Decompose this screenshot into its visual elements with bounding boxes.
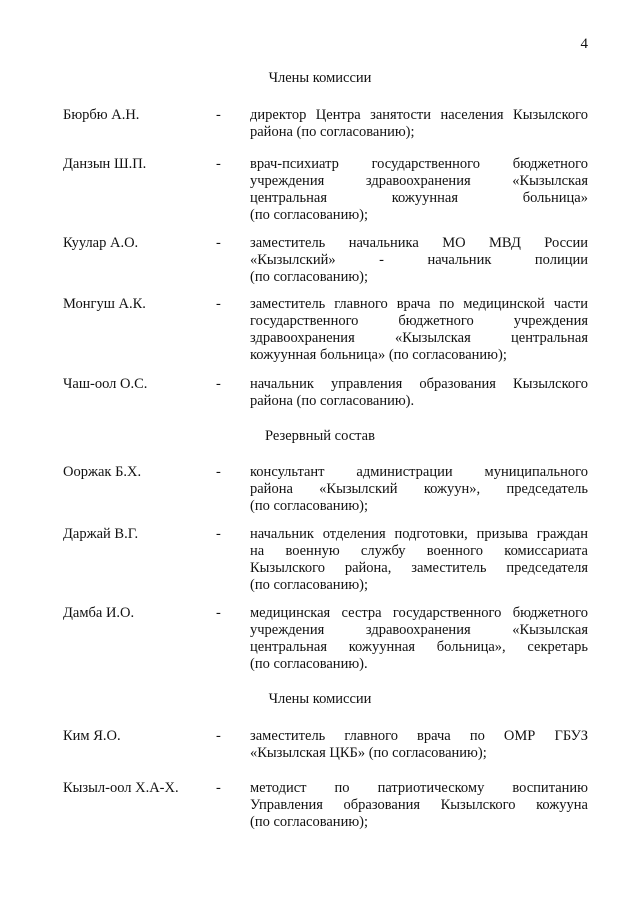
description-line: (по согласованию); xyxy=(250,207,369,223)
member-description xyxy=(250,780,588,831)
description-line: государственного бюджетного учреждения xyxy=(250,313,588,329)
description-line: района «Кызылский кожуун», председатель xyxy=(250,481,588,497)
description-line: заместитель главного врача по медицинской части xyxy=(250,296,588,312)
member-name: Даржай В.Г. xyxy=(63,526,139,542)
description-line: начальник отделения подготовки, призыва граждан xyxy=(250,526,588,542)
description-line: (по согласованию). xyxy=(250,656,368,672)
section-title-members-2 xyxy=(0,691,640,708)
description-line: (по согласованию); xyxy=(250,269,369,285)
member-description xyxy=(250,464,588,515)
description-line: Управления образования Кызылского кожууна xyxy=(250,797,588,813)
description-line: Кызылского района, заместитель председателя xyxy=(250,560,588,576)
description-line: района (по согласованию). xyxy=(250,393,415,409)
dash-separator: - xyxy=(216,107,221,123)
member-description xyxy=(250,107,588,141)
member-name: Бюрбю А.Н. xyxy=(63,107,140,123)
description-line: учреждения здравоохранения «Кызылская xyxy=(250,622,588,638)
description-line: консультант администрации муниципального xyxy=(250,464,588,480)
dash-separator: - xyxy=(216,235,221,251)
description-line: центральная кожуунная больница», секретарь xyxy=(250,639,588,655)
description-line: директор Центра занятости населения Кызылского xyxy=(250,107,588,123)
page-number: 4 xyxy=(580,36,588,52)
section-title: Члены комиссии xyxy=(268,70,372,86)
description-line: кожуунная больница» (по согласованию); xyxy=(250,347,507,363)
section-title: Члены комиссии xyxy=(268,691,372,707)
dash-separator: - xyxy=(216,526,221,542)
description-line: (по согласованию); xyxy=(250,498,369,514)
dash-separator: - xyxy=(216,780,221,796)
description-line: здравоохранения «Кызылская центральная xyxy=(250,330,588,346)
description-line: (по согласованию); xyxy=(250,577,369,593)
member-description xyxy=(250,728,588,762)
member-name: Ким Я.О. xyxy=(63,728,121,744)
description-line: (по согласованию); xyxy=(250,814,369,830)
dash-separator: - xyxy=(216,728,221,744)
member-name: Монгуш А.К. xyxy=(63,296,146,312)
section-title-reserve xyxy=(0,428,640,445)
section-title: Резервный состав xyxy=(265,428,375,444)
member-name: Данзын Ш.П. xyxy=(63,156,147,172)
description-line: учреждения здравоохранения «Кызылская xyxy=(250,173,588,189)
dash-separator: - xyxy=(216,464,221,480)
member-name: Дамба И.О. xyxy=(63,605,135,621)
description-line: начальник управления образования Кызылского xyxy=(250,376,588,392)
member-description xyxy=(250,156,588,224)
section-title-members xyxy=(0,70,640,87)
member-name: Ооржак Б.Х. xyxy=(63,464,142,480)
member-name: Куулар А.О. xyxy=(63,235,139,251)
description-line: района (по согласованию); xyxy=(250,124,415,140)
description-line: заместитель главного врача по ОМР ГБУЗ xyxy=(250,728,588,744)
member-name: Чаш-оол О.С. xyxy=(63,376,148,392)
description-line: центральная кожуунная больница» xyxy=(250,190,588,206)
member-description xyxy=(250,376,588,410)
description-line: врач-психиатр государственного бюджетного xyxy=(250,156,588,172)
member-description xyxy=(250,526,588,594)
dash-separator: - xyxy=(216,376,221,392)
description-line: заместитель начальника МО МВД России xyxy=(250,235,588,251)
description-line: на военную службу военного комиссариата xyxy=(250,543,588,559)
member-description xyxy=(250,296,588,364)
member-name: Кызыл-оол Х.А-Х. xyxy=(63,780,179,796)
dash-separator: - xyxy=(216,156,221,172)
dash-separator: - xyxy=(216,296,221,312)
description-line: методист по патриотическому воспитанию xyxy=(250,780,588,796)
member-description xyxy=(250,605,588,673)
member-description xyxy=(250,235,588,286)
dash-separator: - xyxy=(216,605,221,621)
description-line: медицинская сестра государственного бюджетного xyxy=(250,605,588,621)
description-line: «Кызылский» - начальник полиции xyxy=(250,252,588,268)
description-line: «Кызылская ЦКБ» (по согласованию); xyxy=(250,745,487,761)
